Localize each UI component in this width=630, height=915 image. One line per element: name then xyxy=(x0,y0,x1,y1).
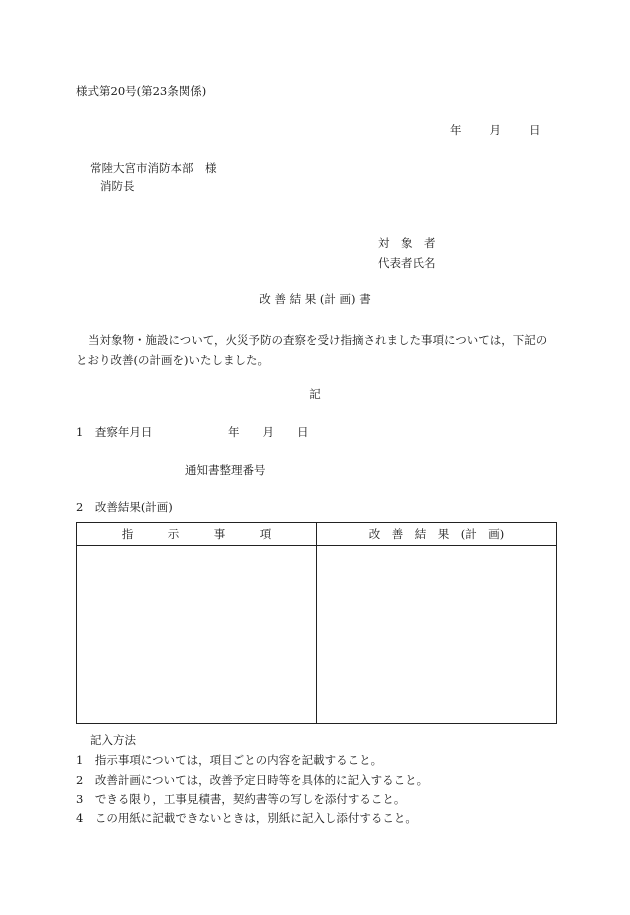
result-table xyxy=(76,522,557,724)
addressee-line2: 消防長 xyxy=(100,179,135,193)
inspection-date-field: 年 月 日 xyxy=(228,425,309,439)
subject-label: 対 象 者 xyxy=(378,236,436,250)
date-year-label: 年 xyxy=(450,123,462,137)
note-item: 2 改善計画については，改善予定日時等を具体的に記入すること。 xyxy=(76,773,429,787)
instruction-cell xyxy=(77,546,317,724)
result-header: 改 善 結 果 (計 画) xyxy=(317,523,557,546)
form-title: 様式第20号(第23条関係) xyxy=(76,84,207,98)
inspection-date-label: 1 査察年月日 xyxy=(76,425,153,439)
document-title: 改 善 結 果 (計 画) 書 xyxy=(259,292,371,306)
notes-title: 記入方法 xyxy=(90,733,136,747)
note-item: 3 できる限り，工事見積書，契約書等の写しを添付すること。 xyxy=(76,792,406,806)
result-cell xyxy=(317,546,557,724)
improvement-result-label: 2 改善結果(計画) xyxy=(76,500,173,514)
notice-number-label: 通知書整理番号 xyxy=(185,463,266,477)
addressee-line1: 常陸大宮市消防本部 様 xyxy=(90,161,217,175)
date-month-label: 月 xyxy=(489,123,501,137)
instruction-header: 指 示 事 項 xyxy=(77,523,317,546)
ki-heading: 記 xyxy=(309,387,321,401)
representative-label: 代表者氏名 xyxy=(378,256,436,270)
date-day-label: 日 xyxy=(529,123,541,137)
note-item: 1 指示事項については，項目ごとの内容を記載すること。 xyxy=(76,753,383,767)
note-item: 4 この用紙に記載できないときは，別紙に記入し添付すること。 xyxy=(76,811,417,825)
date-line xyxy=(450,123,541,137)
body-text: 当対象物・施設について，火災予防の査察を受け指摘されました事項については，下記のとおり改善(の計画を)いたしました。 xyxy=(76,333,548,367)
